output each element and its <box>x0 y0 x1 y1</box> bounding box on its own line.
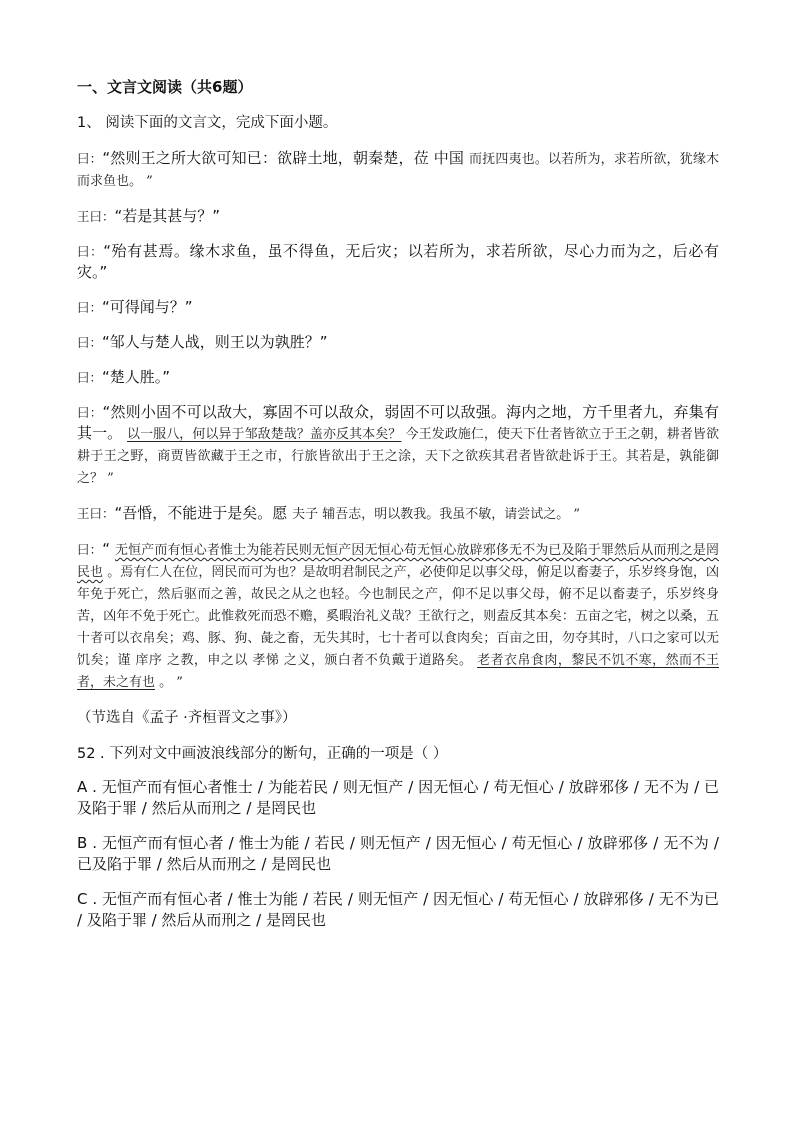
speaker-label: 王曰： <box>77 209 115 224</box>
passage-text: 夫子 辅吾志，明以教我。我虽不敏，请尝试之。 ” <box>292 507 580 522</box>
passage-text: “ <box>102 540 115 558</box>
passage-text: 。 ” <box>155 675 183 690</box>
passage-paragraph <box>77 297 719 318</box>
passage-text: “可得闻与？” <box>102 298 193 316</box>
passage-paragraph <box>77 241 719 283</box>
option-b[interactable]: B . 无恒产而有恒心者 / 惟士为能 / 若民 / 则无恒产 / 因无恒心 / 苟无恒心 / 放辟邪侈 / 无不为 / 已及陷于罪 / 然后从而刑之 / 是罔民也 <box>77 834 719 873</box>
option-a[interactable]: A . 无恒产而有恒心者惟士 / 为能若民 / 则无恒产 / 因无恒心 / 苟无恒心 / 放辟邪侈 / 无不为 / 已及陷于罪 / 然后从而刑之 / 是罔民也 <box>77 778 719 817</box>
speaker-label: 曰： <box>77 542 103 557</box>
passage-text: 而抚四夷也。以若所为，求若所欲，犹缘木而求鱼也。 ” <box>77 152 719 189</box>
speaker-label: 曰： <box>77 300 103 315</box>
passage-paragraph <box>77 206 719 227</box>
passage-text: 。焉有仁人在位，罔民而可为也？是故明君制民之产，必使仰足以事父母，俯足以畜妻子，乐岁终身饱，凶年免于死亡，然后驱而之善，故民之从之也轻。今也制民之产，仰不足以事父母，俯不足以畜妻子，乐岁终身苦，凶年不免于死亡。此惟救死而恐不赡，奚暇治礼义哉？王欲行之，则盍反其本矣：五亩之宅，树之以桑，五十者可以衣帛矣；鸡、豚、狗、彘之畜，无失其时，七十者可以食肉矣；百亩之田，勿夺其时，八口之家可以无饥矣；谨 庠序 之教，申之以 孝悌 之义，颁白者不负戴于道路矣。 <box>77 565 719 668</box>
section-heading: 一、文言文阅读（共6题） <box>77 78 253 96</box>
option-c[interactable]: C . 无恒产而有恒心者 / 惟士为能 / 若民 / 则无恒产 / 因无恒心 / 苟无恒心 / 放辟邪侈 / 无不为已 / 及陷于罪 / 然后从而刑之 / 是罔民也 <box>77 890 719 929</box>
underlined-sentence: 以一服八，何以异于邹敌楚哉？盖亦反其本矣？ <box>127 427 402 442</box>
document-content <box>77 76 719 945</box>
question-intro: 1、 阅读下面的文言文，完成下面小题。 <box>77 115 338 131</box>
underlined-sentence: 老者衣帛食肉，黎民不饥不寒，然而不王者，未之有也 <box>77 653 719 690</box>
passage-text: “殆有甚焉。缘木求鱼，虽不得鱼，无后灾；以若所为，求若所欲，尽心力而为之，后必有灾。” <box>77 242 719 281</box>
speaker-label: 曰： <box>77 151 103 166</box>
passage-text: “然则王之所大欲可知已：欲辟土地，朝秦楚，莅 中国 <box>102 149 469 167</box>
passage-paragraph <box>77 148 719 192</box>
speaker-label: 曰： <box>77 370 103 385</box>
passage-text: “楚人胜。” <box>102 368 171 386</box>
passage-paragraph <box>77 539 719 693</box>
passage-paragraph <box>77 332 719 353</box>
question-stem: 52 . 下列对文中画波浪线部分的断句，正确的一项是（ ） <box>77 746 448 762</box>
speaker-label: 曰： <box>77 244 104 259</box>
wavy-underlined-passage: 无恒产而有恒心者惟士为能若民则无恒产因无恒心苟无恒心放辟邪侈无不为已及陷于罪然后从而刑之是罔民也 <box>77 543 719 580</box>
passage-text: “若是其甚与？” <box>114 207 221 225</box>
source-citation: （节选自《孟子 ·齐桓晋文之事》） <box>77 710 297 726</box>
passage-paragraph <box>77 503 719 525</box>
passage <box>77 148 719 693</box>
speaker-label: 曰： <box>77 335 103 350</box>
speaker-label: 王曰： <box>77 506 115 521</box>
passage-text: “邹人与楚人战，则王以为孰胜？” <box>102 333 328 351</box>
speaker-label: 曰： <box>77 405 103 420</box>
passage-text: 今王发政施仁，使天下仕者皆欲立于王之朝，耕者皆欲耕于王之野，商贾皆欲藏于王之市，行旅皆欲出于王之涂，天下之欲疾其君者皆欲赴诉于王。其若是，孰能御之？ ” <box>77 427 719 486</box>
passage-text: “吾惛，不能进于是矣。愿 <box>114 504 293 522</box>
passage-paragraph <box>77 402 719 489</box>
passage-paragraph <box>77 367 719 388</box>
passage-text: “然则小固不可以敌大，寡固不可以敌众，弱固不可以敌强。海内之地，方千里者九，弃集有其一。 <box>77 403 719 442</box>
